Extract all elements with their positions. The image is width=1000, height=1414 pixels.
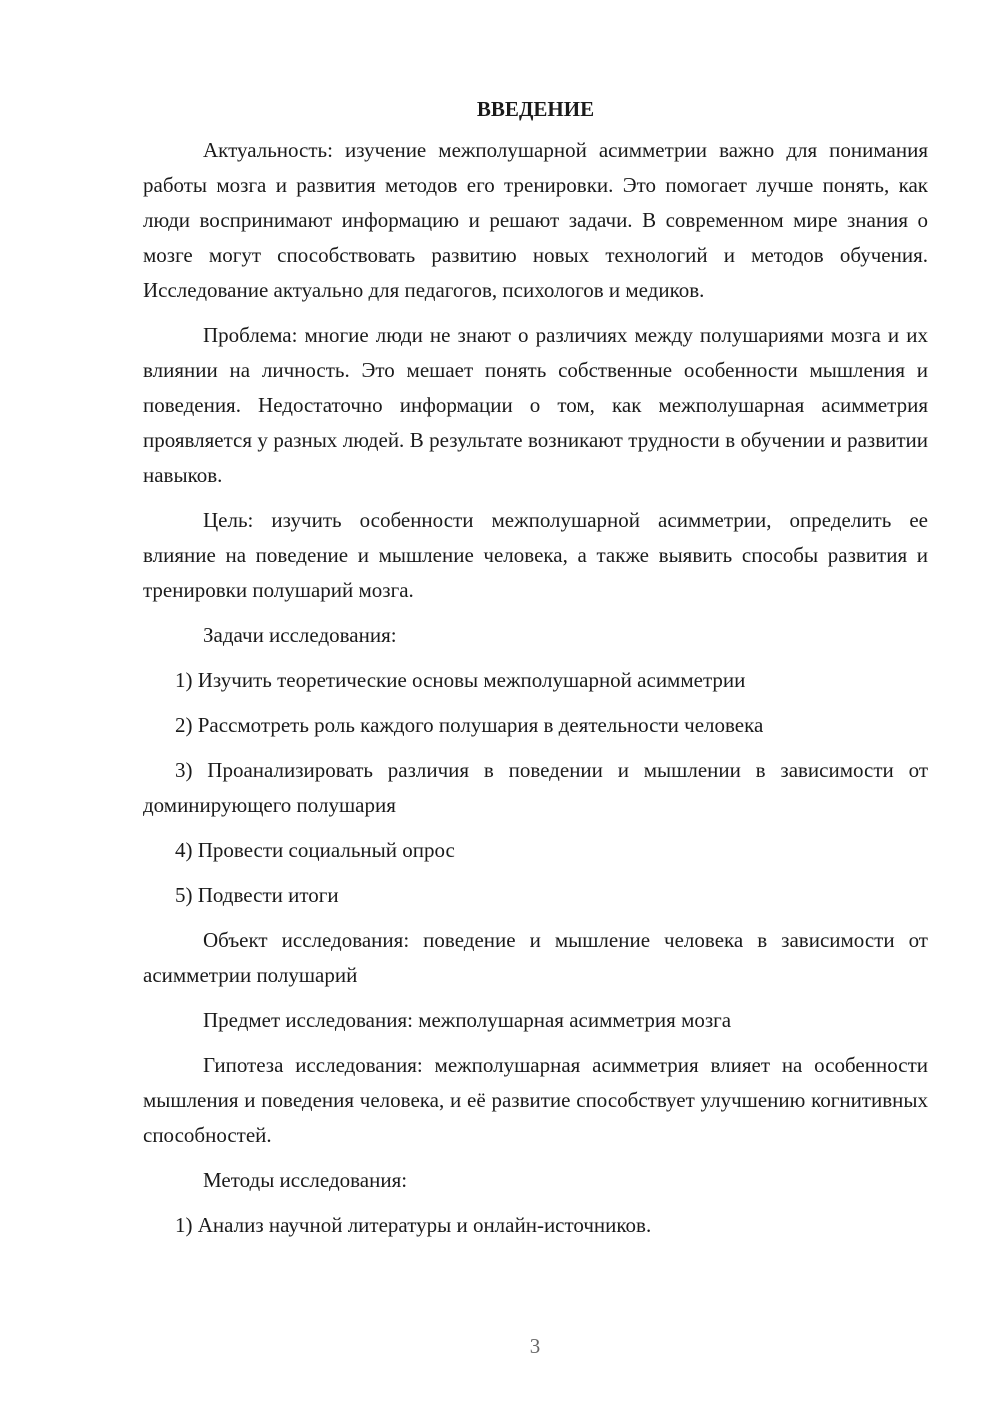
- page-number: 3: [529, 1334, 541, 1358]
- document-page: [143, 92, 928, 1253]
- task-item-2: 2) Рассмотреть роль каждого полушария в деятельности человека: [175, 713, 764, 737]
- tasks-heading: Задачи исследования:: [203, 623, 397, 647]
- task-item-5: 5) Подвести итоги: [175, 883, 339, 907]
- methods-heading: Методы исследования:: [203, 1168, 408, 1192]
- object-paragraph: Объект исследования: поведение и мышление человека в зависимости от асимметрии полушарий: [143, 928, 928, 987]
- problem-paragraph: Проблема: многие люди не знают о различиях между полушариями мозга и их влиянии на личность. Это мешает понять собственные особенности мышления и поведения. Недостаточно информации о том, как межполушарная асимметрия проявляется у разных людей. В результате возникают трудности в обучении и развитии навыков.: [143, 323, 928, 487]
- relevance-paragraph: Актуальность: изучение межполушарной асимметрии важно для понимания работы мозга и развития методов его тренировки. Это помогает лучше понять, как люди воспринимают информацию и решают задачи. В современном мире знания о мозге могут способствовать развитию новых технологий и методов обучения. Исследование актуально для педагогов, психологов и медиков.: [143, 138, 928, 302]
- document-title: ВВЕДЕНИЕ: [476, 97, 595, 121]
- subject-paragraph: Предмет исследования: межполушарная асимметрия мозга: [203, 1008, 732, 1032]
- task-item-1: 1) Изучить теоретические основы межполушарной асимметрии: [175, 668, 746, 692]
- goal-paragraph: Цель: изучить особенности межполушарной асимметрии, определить ее влияние на поведение и мышление человека, а также выявить способы развития и тренировки полушарий мозга.: [143, 508, 928, 602]
- method-item-1: 1) Анализ научной литературы и онлайн-источников.: [175, 1213, 652, 1237]
- task-item-4: 4) Провести социальный опрос: [175, 838, 455, 862]
- hypothesis-paragraph: Гипотеза исследования: межполушарная асимметрия влияет на особенности мышления и поведения человека, и её развитие способствует улучшению когнитивных способностей.: [143, 1053, 928, 1147]
- task-item-3: 3) Проанализировать различия в поведении и мышлении в зависимости от доминирующего полушария: [143, 758, 928, 817]
